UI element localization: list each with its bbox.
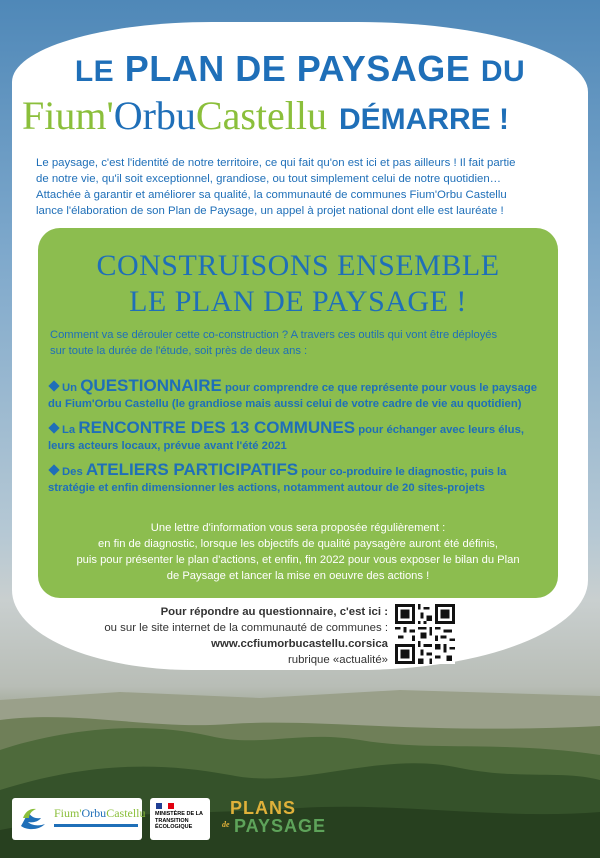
info-box xyxy=(38,228,558,598)
website-link[interactable]: www.ccfiumorbucastellu.corsica xyxy=(211,638,388,650)
box-title xyxy=(38,248,558,320)
newsletter-line: en fin de diagnostic, lorsque les objectifs de qualité paysagère auront été définis, xyxy=(98,538,498,550)
title-main: PLAN DE PAYSAGE xyxy=(124,48,471,89)
tools-list xyxy=(48,378,550,504)
item-emph: RENCONTRE DES 13 COMMUNES xyxy=(78,418,356,437)
page-subtitle xyxy=(22,92,592,139)
logo-cc-fium-orbu-castellu xyxy=(12,798,146,840)
cc-logo-name xyxy=(54,806,146,821)
brand-fium: Fium' xyxy=(22,93,114,138)
cc-logo-fium: Fium' xyxy=(54,806,82,820)
brand-castellu: Castellu xyxy=(195,93,327,138)
item-prefix: Des xyxy=(62,466,83,478)
newsletter-line: puis pour présenter le plan d'actions, et enfin, fin 2022 pour vous exposer le bilan du Plan xyxy=(76,554,520,566)
title-demarre: DÉMARRE ! xyxy=(339,103,509,136)
paysage-word: PAYSAGE xyxy=(234,816,327,836)
qr-code-icon[interactable] xyxy=(395,604,455,664)
item-emph: QUESTIONNAIRE xyxy=(80,376,222,395)
box-lead xyxy=(50,327,550,359)
title-le: LE xyxy=(74,55,115,88)
item-rest: pour co-produire le diagnostic, puis la stratégie et enfin dimensionner les actions, notamment autour de 20 sites-projets xyxy=(48,466,507,494)
diamond-bullet-icon xyxy=(48,380,59,391)
tool-item-rencontre xyxy=(48,420,550,454)
intro-line: Le paysage, c'est l'identité de notre territoire, ce qui fait qu'on est ici et pas ailleurs ! Il fait partie xyxy=(36,157,516,169)
tool-item-ateliers xyxy=(48,462,550,496)
diamond-bullet-icon xyxy=(48,464,59,475)
rubrique-label: rubrique «actualité» xyxy=(287,654,388,666)
logo-plans-de-paysage xyxy=(222,798,327,842)
plans-word: PLANS xyxy=(230,798,297,818)
intro-line: de notre vie, qu'il soit exceptionnel, grandiose, ou tout simplement celui de notre quotidien… xyxy=(36,173,502,185)
logo-ministere xyxy=(150,798,210,840)
item-prefix: Un xyxy=(62,382,78,394)
swirl-logo-icon xyxy=(18,804,48,834)
item-rest: pour échanger avec leurs élus, leurs acteurs locaux, prévue avant l'été 2021 xyxy=(48,424,524,452)
de-word: de xyxy=(222,820,230,829)
ministere-label: MINISTÈRE DE LA TRANSITION ÉCOLOGIQUE xyxy=(155,811,203,830)
box-lead-line: Comment va se dérouler cette co-construction ? A travers ces outils qui vont être déployés xyxy=(50,329,498,341)
intro-line: lance l'élaboration de son Plan de Paysage, un appel à projet national dont elle est lauréate ! xyxy=(36,205,504,217)
box-lead-line: sur toute la durée de l'étude, soit près de deux ans : xyxy=(50,345,308,357)
box-title-line2: LE PLAN DE PAYSAGE ! xyxy=(129,285,467,318)
intro-line: Attachée à garantir et améliorer sa qualité, la communauté de communes Fium'Orbu Castellu xyxy=(36,189,507,201)
newsletter-line: de Paysage et lancer la mise en oeuvre des actions ! xyxy=(166,570,430,582)
item-emph: ATELIERS PARTICIPATIFS xyxy=(85,460,299,479)
tool-item-questionnaire xyxy=(48,378,550,412)
questionnaire-line1: Pour répondre au questionnaire, c'est ici : xyxy=(160,606,388,618)
title-du: DU xyxy=(480,55,526,88)
item-prefix: La xyxy=(62,424,76,436)
cc-logo-castellu: Castellu xyxy=(106,806,146,820)
box-title-line1: CONSTRUISONS ENSEMBLE xyxy=(96,249,500,282)
brand-orbu: Orbu xyxy=(113,93,196,138)
cc-logo-orbu: Orbu xyxy=(81,806,107,820)
newsletter-line: Une lettre d'information vous sera proposée régulièrement : xyxy=(150,522,446,534)
page-title xyxy=(0,48,600,90)
french-flag-icon xyxy=(155,803,175,809)
diamond-bullet-icon xyxy=(48,422,59,433)
cc-logo-underline xyxy=(54,824,138,827)
newsletter-text xyxy=(38,520,558,584)
intro-paragraph xyxy=(36,155,566,219)
questionnaire-info xyxy=(60,604,388,668)
questionnaire-line2: ou sur le site internet de la communauté de communes : xyxy=(104,622,388,634)
item-rest: pour comprendre ce que représente pour vous le paysage du Fium'Orbu Castellu (le grandiose mais aussi celui de votre cadre de vie au quotidien) xyxy=(48,382,538,410)
